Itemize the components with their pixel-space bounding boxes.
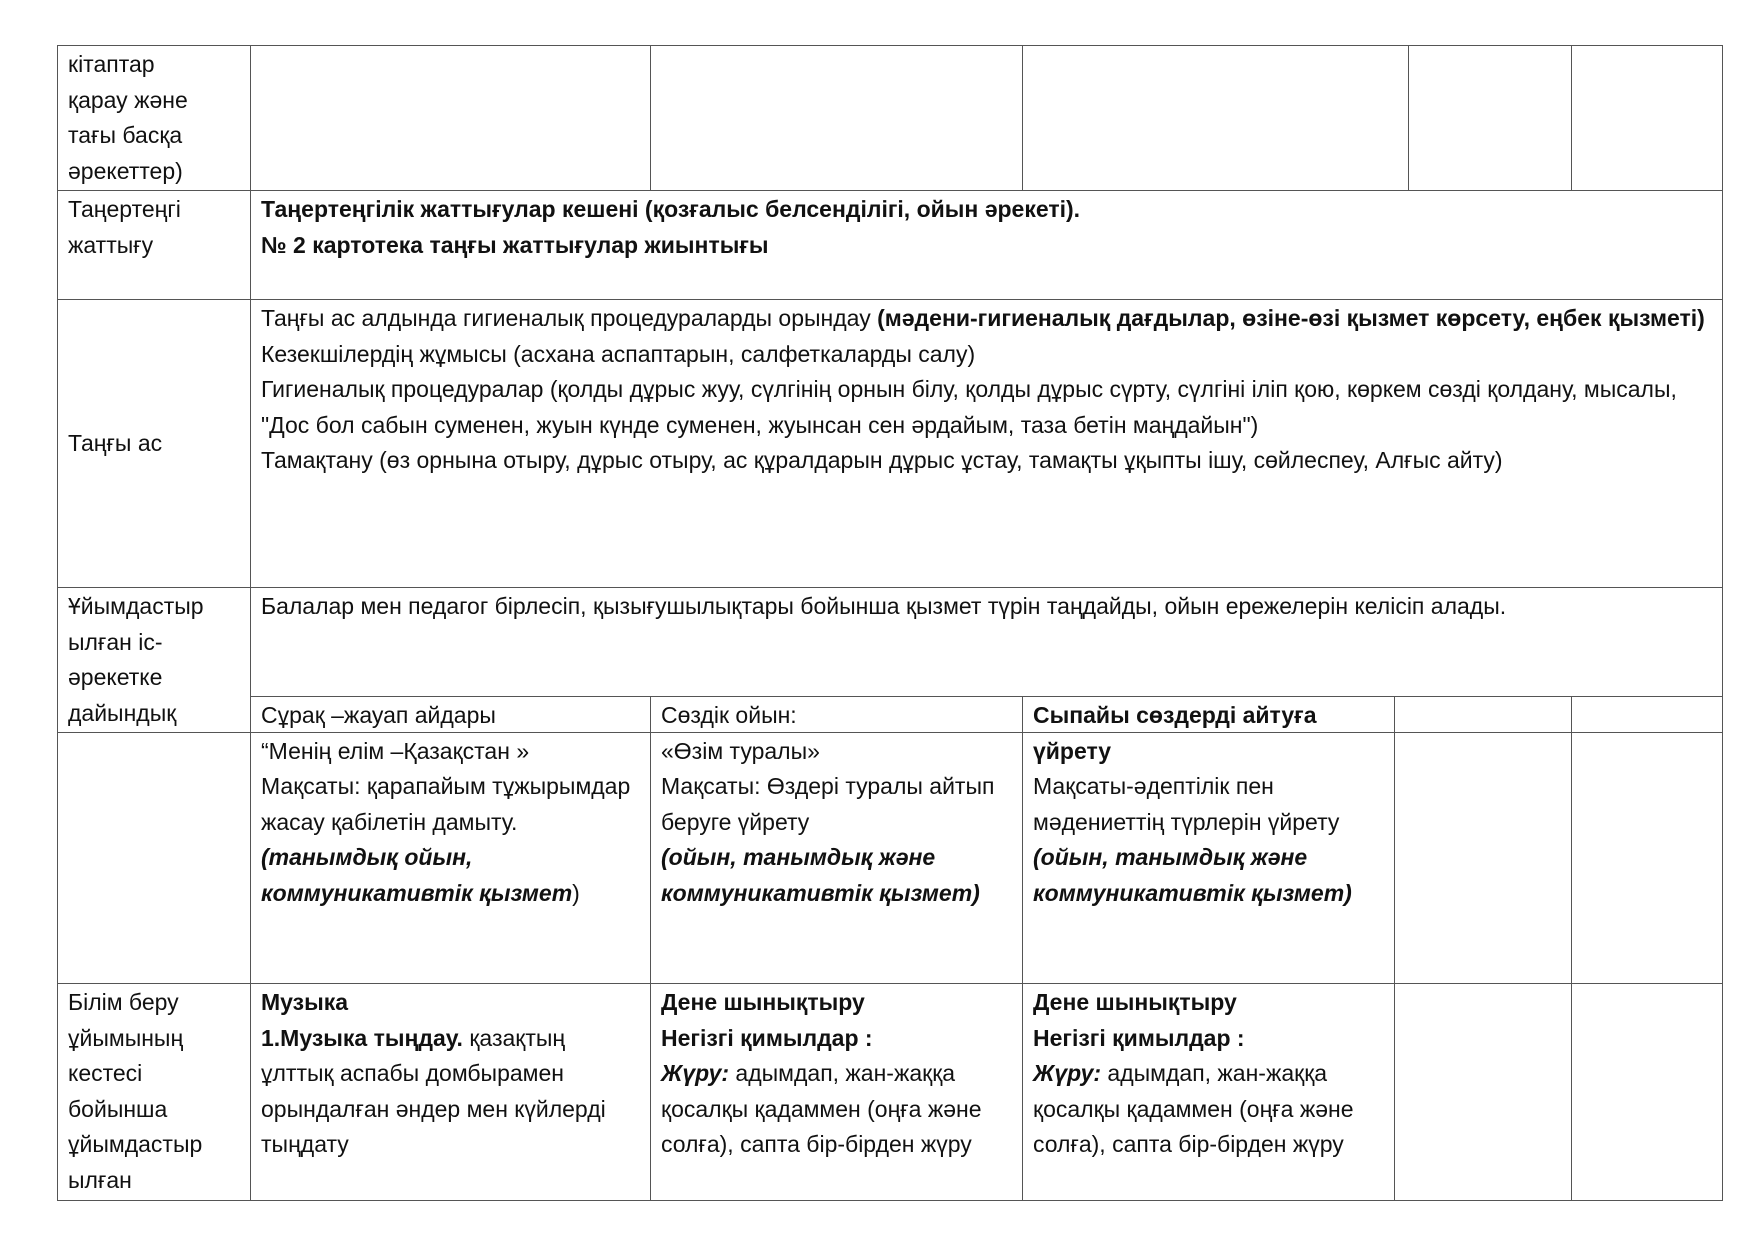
schedule-pe-1-text: адымдап, жан-жаққа қосалқы қадаммен (оңға және солға), сапта бір-бірден жүру xyxy=(661,1060,982,1157)
breakfast-p2: Кезекшілердің жұмысы (асхана аспаптарын, салфеткаларды салу) xyxy=(261,340,976,367)
row-label-prep-continued xyxy=(58,697,251,984)
empty-cell xyxy=(1572,46,1723,191)
schedule-pe-2-subtitle: Негізгі қимылдар : xyxy=(1033,1024,1245,1051)
prep-activity-1-category: (танымдық ойын, коммуникативтік қызмет xyxy=(261,844,573,906)
schedule-pe-2-title: Дене шынықтыру xyxy=(1033,989,1237,1015)
row-label-books: кітаптар қарау және тағы басқа әрекеттер) xyxy=(58,46,251,191)
row-label-schedule: Білім беру ұйымының кестесі бойынша ұйымдастыр ылған xyxy=(58,984,251,1201)
schedule-pe-1 xyxy=(651,984,1023,1201)
table-row-morning-exercise xyxy=(58,191,1723,300)
breakfast-p1-bold: (мәдени-гигиеналық дағдылар, өзіне-өзі қызмет көрсету, еңбек қызметі) xyxy=(877,305,1705,331)
prep-activity-1-text: Сұрақ –жауап айдары “Менің елім –Қазақстан » Мақсаты: қарапайым тұжырымдар жасау қабілетін дамыту. xyxy=(261,702,631,835)
exercise-line-2: № 2 картотека таңғы жаттығулар жиынтығы xyxy=(261,231,769,258)
table-row-schedule xyxy=(58,984,1723,1201)
schedule-music-text: қазақтың ұлттық аспабы домбырамен орындалған әндер мен күйлерді тыңдату xyxy=(261,1024,606,1157)
schedule-music xyxy=(251,984,651,1201)
prep-activity-2 xyxy=(651,697,1023,984)
prep-intro: Балалар мен педагог бірлесіп, қызығушылықтары бойынша қызмет түрін таңдайды, ойын ережелерін келісіп алады. xyxy=(251,588,1723,733)
empty-cell xyxy=(1572,984,1723,1201)
empty-cell xyxy=(1572,697,1723,984)
prep-activity-3-title: Сыпайы сөздерді айтуға үйрету xyxy=(1033,702,1317,764)
prep-activity-2-text: Сөздік ойын: «Өзім туралы» Мақсаты: Өздері туралы айтып беруге үйрету xyxy=(661,702,995,835)
schedule-music-subtitle: 1.Музыка тыңдау. xyxy=(261,1024,463,1051)
prep-activity-3 xyxy=(1023,697,1395,984)
empty-cell xyxy=(651,46,1023,191)
schedule-pe-2-text: адымдап, жан-жаққа қосалқы қадаммен (оңға және солға), сапта бір-бірден жүру xyxy=(1033,1060,1354,1157)
empty-cell xyxy=(1395,697,1572,984)
schedule-pe-2-walk-label: Жүру: xyxy=(1033,1060,1102,1086)
table-row-breakfast xyxy=(58,300,1723,588)
schedule-pe-1-walk-label: Жүру: xyxy=(661,1060,730,1086)
breakfast-p4: Тамақтану (өз орнына отыру, дұрыс отыру, ас құралдарын дұрыс ұстау, тамақты ұқыпты ішу, сөйлеспеу, Алғыс айту) xyxy=(261,447,1503,473)
row-label-breakfast: Таңғы ас xyxy=(58,300,251,588)
table-row-books xyxy=(58,46,1723,191)
prep-activity-2-category: (ойын, танымдық және коммуникативтік қызмет) xyxy=(661,844,980,906)
breakfast-p3: Гигиеналық процедуралар (қолды дұрыс жуу, сүлгінің орнын білу, қолды дұрыс сүрту, сүлгіні іліп қою, көркем сөзді қолдану, мысалы, "Дос бол сабын суменен, жуын күнде суменен, жуынсан сен әрдайым, таза бетін маңдайын") xyxy=(261,376,1677,438)
schedule-pe-1-subtitle: Негізгі қимылдар : xyxy=(661,1024,873,1051)
row-label-exercise: Таңертеңгі жаттығу xyxy=(58,191,251,300)
exercise-content xyxy=(251,191,1723,300)
breakfast-p1-text: Таңғы ас алдында гигиеналық процедураларды орындау xyxy=(261,305,878,331)
prep-activity-3-category: (ойын, танымдық және коммуникативтік қызмет) xyxy=(1033,844,1352,906)
prep-activity-3-text: Мақсаты-әдептілік пен мәдениеттің түрлерін үйрету xyxy=(1033,773,1340,835)
plan-table-bottom xyxy=(57,696,1723,1201)
empty-cell xyxy=(251,46,651,191)
row-label-prep: Ұйымдастыр ылған іс- әрекетке дайындық xyxy=(58,588,251,733)
breakfast-content xyxy=(251,300,1723,588)
table-row-prep-activities xyxy=(58,697,1723,984)
schedule-music-title: Музыка xyxy=(261,989,349,1015)
empty-cell xyxy=(1409,46,1572,191)
prep-activity-1-tail: ) xyxy=(572,879,580,906)
schedule-pe-1-title: Дене шынықтыру xyxy=(661,989,865,1015)
prep-activity-1 xyxy=(251,697,651,984)
empty-cell xyxy=(1395,984,1572,1201)
plan-table-top xyxy=(57,45,1723,733)
exercise-line-1: Таңертеңгілік жаттығулар кешені (қозғалыс белсенділігі, ойын әрекеті). xyxy=(261,196,1081,222)
empty-cell xyxy=(1023,46,1409,191)
schedule-pe-2 xyxy=(1023,984,1395,1201)
